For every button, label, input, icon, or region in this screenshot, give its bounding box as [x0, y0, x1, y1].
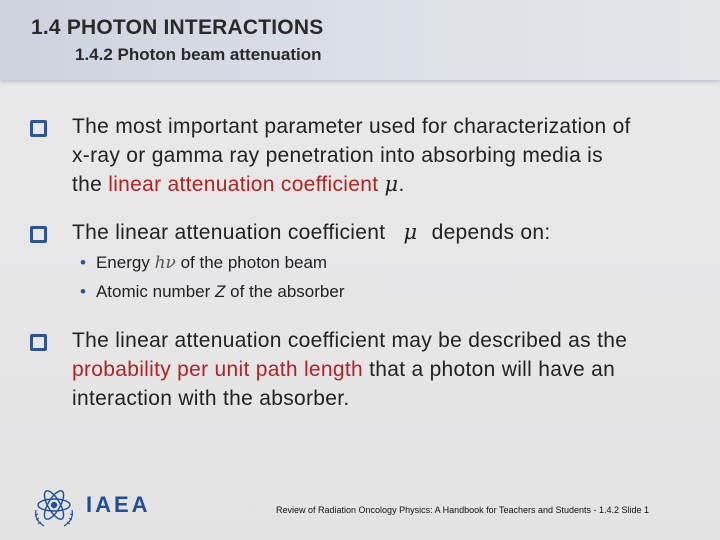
sub-bullet-1-pre: Energy: [95, 253, 150, 272]
bullet-1-line-3: [72, 170, 631, 199]
sub-bullet-2-post: of the absorber: [230, 282, 345, 301]
slide-subtitle: 1.4.2 Photon beam attenuation: [75, 45, 322, 64]
checkbox-bullet-icon: [30, 334, 47, 351]
mu-symbol: μ: [403, 220, 418, 244]
bullet-3-text: [72, 326, 627, 413]
iaea-logo-text: IAEA: [86, 492, 151, 517]
checkbox-bullet-icon: [30, 226, 47, 243]
bullet-1-line-3-post: .: [398, 173, 405, 196]
sub-bullet-1-post: of the photon beam: [180, 253, 328, 272]
atom-icon: [35, 488, 73, 526]
slide-footer: Review of Radiation Oncology Physics: A Handbook for Teachers and Students - 1.4.2 Slide 1: [276, 505, 650, 515]
bullet-3-line-1: The linear attenuation coefficient may be described as the: [72, 329, 628, 352]
linear-attenuation-coefficient-term: linear attenuation coefficient: [108, 173, 379, 196]
sub-bullet-dot-icon: •: [80, 253, 86, 272]
bullet-2-text: [72, 218, 551, 247]
checkbox-bullet-icon: [30, 120, 47, 137]
z-symbol: Z: [215, 282, 226, 301]
probability-per-unit-path-length-term: probability per unit path length: [72, 358, 363, 381]
bullet-3-line-2-post: that a photon will have an: [362, 358, 616, 381]
slide-header: [0, 0, 720, 80]
sub-bullet-2-pre: Atomic number: [95, 282, 211, 301]
sub-bullet-energy: [80, 253, 327, 273]
bullet-3-line-3: interaction with the absorber.: [72, 387, 350, 410]
bullet-1-line-3-pre: the: [72, 173, 109, 196]
bullet-1-text: [72, 112, 631, 199]
bullet-2-pre: The linear attenuation coefficient: [72, 221, 386, 244]
slide-title: 1.4 PHOTON INTERACTIONS: [31, 16, 324, 39]
sub-bullet-atomic-number: [80, 282, 345, 302]
bullet-1-line-1: The most important parameter used for characterization of: [72, 115, 631, 138]
bullet-2-post: depends on:: [431, 221, 551, 244]
sub-bullet-dot-icon: •: [80, 282, 86, 301]
mu-symbol: μ: [384, 172, 399, 196]
bullet-1-line-2: x-ray or gamma ray penetration into absorbing media is: [72, 144, 603, 167]
h-nu-symbol: hν: [154, 253, 176, 273]
bullet-3-line-2: [72, 355, 627, 384]
